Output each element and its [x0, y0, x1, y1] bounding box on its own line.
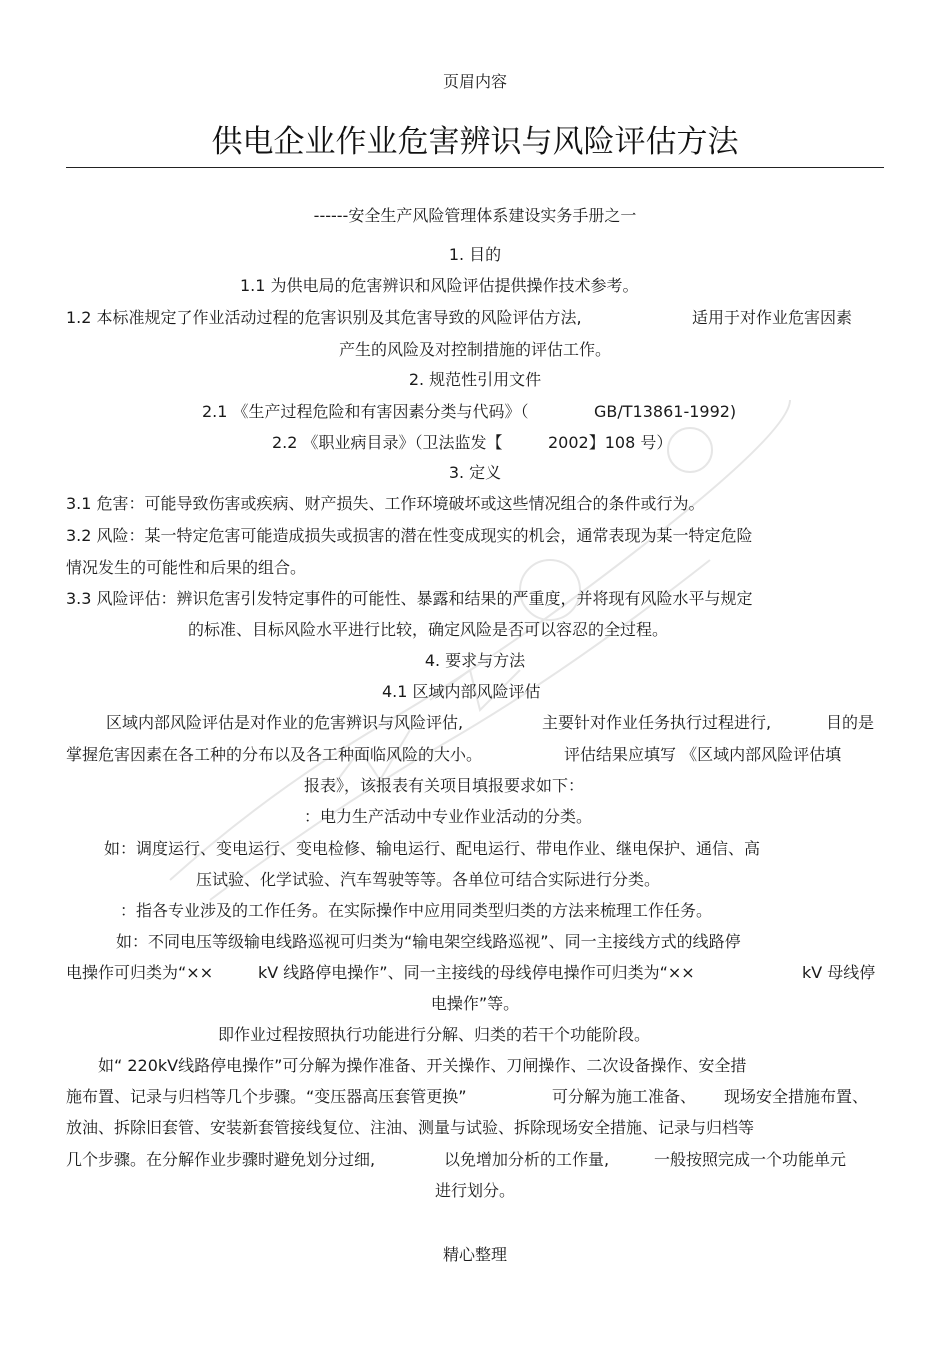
title-underline	[66, 167, 884, 168]
page-footer: 精心整理	[442, 1245, 507, 1264]
clause-3-1: 3.1 危害：可能导致伤害或疾病、财产损失、工作环境破坏或这些情况组合的条件或行为。	[66, 494, 705, 513]
para-4-1-line-2b: 评估结果应填写 《区域内部风险评估填	[564, 745, 842, 764]
field-2-example-line-2b: kV 线路停电操作”、同一主接线的母线停电操作可归类为“××	[258, 963, 695, 982]
section-4-heading: 4. 要求与方法	[424, 651, 526, 670]
field-1-example-line-1: 如：调度运行、变电运行、变电检修、输电运行、配电运行、带电作业、继电保护、通信、高	[104, 839, 761, 858]
clause-3-3-line-2: 的标准、目标风险水平进行比较，确定风险是否可以容忍的全过程。	[188, 620, 669, 639]
section-1-heading: 1. 目的	[448, 245, 502, 264]
clause-1-2-part-b: 适用于对作业危害因素	[692, 308, 853, 327]
field-3-example-line-1: 如“ 220kV线路停电操作”可分解为操作准备、开关操作、刀闸操作、二次设备操作、安全措	[98, 1056, 747, 1075]
field-2-desc: ：指各专业涉及的工作任务。在实际操作中应用同类型归类的方法来梳理工作任务。	[120, 901, 713, 920]
field-2-example-line-1: 如：不同电压等级输电线路巡视可归类为“输电架空线路巡视”、同一主接线方式的线路停	[116, 932, 741, 951]
clause-1-2-part-c: 产生的风险及对控制措施的评估工作。	[338, 340, 611, 359]
section-3-heading: 3. 定义	[448, 463, 502, 482]
field-3-example-line-2a: 施布置、记录与归档等几个步骤。“变压器高压套管更换”	[66, 1087, 467, 1106]
clause-2-1-text: 2.1 《生产过程危险和有害因素分类与代码》（	[202, 402, 529, 421]
document-title: 供电企业作业危害辨识与风险评估方法	[211, 124, 739, 160]
field-1-example-line-2: 压试验、化学试验、汽车驾驶等等。各单位可结合实际进行分类。	[196, 870, 661, 889]
clause-2-2-code: 2002】108 号）	[548, 433, 673, 452]
field-3-example-line-4c: 一般按照完成一个功能单元	[654, 1150, 847, 1169]
field-2-example-line-2a: 电操作可归类为“××	[66, 963, 214, 982]
subtitle: ------安全生产风险管理体系建设实务手册之一	[313, 206, 637, 225]
clause-3-2-line-2: 情况发生的可能性和后果的组合。	[66, 558, 307, 577]
field-3-desc: 即作业过程按照执行功能进行分解、归类的若干个功能阶段。	[218, 1025, 651, 1044]
subsection-4-1-heading: 4.1 区域内部风险评估	[382, 682, 541, 701]
clause-1-2-part-a: 1.2 本标准规定了作业活动过程的危害识别及其危害导致的风险评估方法,	[66, 308, 582, 327]
clause-1-1: 1.1 为供电局的危害辨识和风险评估提供操作技术参考。	[240, 276, 639, 295]
para-4-1-line-1b: 主要针对作业任务执行过程进行,	[542, 713, 772, 732]
para-4-1-line-3: 报表》，该报表有关项目填报要求如下：	[304, 776, 585, 795]
field-2-example-line-3: 电操作”等。	[430, 994, 520, 1013]
clause-2-1-code: GB/T13861-1992)	[594, 402, 737, 421]
para-4-1-line-1a: 区域内部风险评估是对作业的危害辨识与风险评估,	[106, 713, 464, 732]
clause-2-2-text: 2.2 《职业病目录》（卫法监发【	[272, 433, 503, 452]
clause-3-2-line-1: 3.2 风险：某一特定危害可能造成损失或损害的潜在性变成现实的机会，通常表现为某一特定危险	[66, 526, 753, 545]
field-3-example-line-2b: 可分解为施工准备、	[552, 1087, 697, 1106]
field-3-example-line-3: 放油、拆除旧套管、安装新套管接线复位、注油、测量与试验、拆除现场安全措施、记录与归档等	[66, 1118, 755, 1137]
field-3-example-line-2c: 现场安全措施布置、	[724, 1087, 869, 1106]
field-1-desc: ：电力生产活动中专业作业活动的分类。	[304, 807, 593, 826]
field-3-example-line-4b: 以免增加分析的工作量,	[444, 1150, 610, 1169]
page-header: 页眉内容	[442, 72, 507, 91]
field-3-example-line-5: 进行划分。	[434, 1181, 515, 1200]
section-2-heading: 2. 规范性引用文件	[408, 370, 542, 389]
para-4-1-line-2a: 掌握危害因素在各工种的分布以及各工种面临风险的大小。	[66, 745, 483, 764]
field-3-example-line-4a: 几个步骤。在分解作业步骤时避免划分过细,	[66, 1150, 376, 1169]
clause-3-3-line-1: 3.3 风险评估：辨识危害引发特定事件的可能性、暴露和结果的严重度，并将现有风险水平与规定	[66, 589, 753, 608]
para-4-1-line-1c: 目的是	[826, 713, 875, 732]
field-2-example-line-2c: kV 母线停	[802, 963, 876, 982]
